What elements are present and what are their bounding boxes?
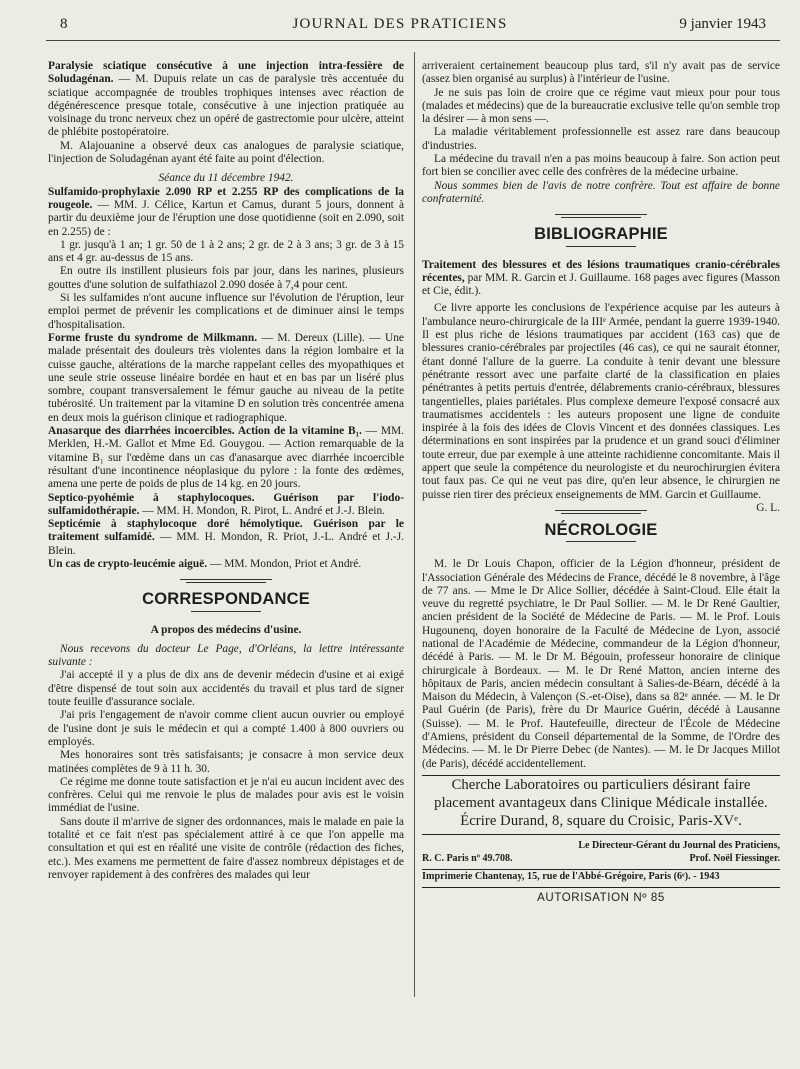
issue-date: 9 janvier 1943 [679, 16, 766, 32]
paragraph: 1 gr. jusqu'à 1 an; 1 gr. 50 de 1 à 2 ans; 2 gr. de 2 à 3 ans; 3 gr. de 3 à 15 ans et 4 gr. au-dessus de 15 ans. [48, 238, 404, 265]
right-column [422, 60, 780, 906]
necrology-text: M. le Dr Louis Chapon, officier de la Légion d'honneur, président de l'Association Générale des Médecins de France, décédé le 8 novembre, à l'âge de 77 ans. — Mme le Dr Alice Sollier, décédée à Saint-Cloud. Elle était la veuve du regretté psychiatre, le Dr Paul Sollier. — M. le Dr René Gaultier, ancien président de la Société de Médecine de Paris. — M. le Prof. Louis Hugounenq, doyen honoraire de la Faculté de Médecine de Lyon, associé national de l'Académie de Médecine, commandeur de la Légion d'honneur, décédé à Paris. — M. le Dr M. Bégouin, professeur honoraire de clinique chirurgicale à Bordeaux. — M. le Dr René Matton, ancien interne des hôpitaux de Paris, ancien médecin consultant à Salies-de-Béarn, décédé à la Maison du Médecin, à Valençon (S.-et-Oise), dans sa 82ᵉ année. — M. le Dr Paul Guérin (de Paris), frère du Dr Maurice Guérin, décédé à Lausanne (Suisse). — M. le Prof. Hautefeuille, directeur de l'École de Médecine d'Amiens, président du Conseil départemental de la Somme, de l'Ordre des Médecins. — M. le Dr Pierre Debec (de Nantes). — M. le Dr Jacques Millot (de Paris), décédé accidentellement. [422, 558, 780, 770]
article-text: — M. Dupuis relate un cas de paralysie très accentuée du sciatique accompagnée de troubles trophiques intenses avec réaction de dégénérescence presque totale, consécutive à une injection pratiquée au voisinage du tronc nerveux chez un opéré de gastrectomie pour ulcère, atteint de phlébite postopératoire. [48, 73, 404, 139]
correspondance-intro: Nous recevons du docteur Le Page, d'Orléans, la lettre intéressante suivante : [48, 642, 404, 669]
review-signature: G. L. [756, 501, 780, 514]
journal-title: JOURNAL DES PRATICIENS [292, 16, 508, 32]
article-text: — M. Dereux (Lille). — Une malade présentait des douleurs très violentes dans la région lombaire et la cuisse gauche, altérations de la marche rappelant celles des myopathiques et une seule strie osseuse linéaire bordée en haut et en bas par un liséré plus sombre, coupant transversalement le fémur gauche au niveau de la petite tubérosité. Un traitement par la vitamine D en solution très concentrée amena en deux mois la guérison clinique et radiographique. [48, 331, 404, 424]
book-details: par MM. R. Garcin et J. Guillaume. 168 pages avec figures (Masson et Cie, édit.). [422, 271, 780, 298]
correspondance-subtitle: A propos des médecins d'usine. [150, 623, 302, 636]
paragraph: Si les sulfamides n'ont aucune influence sur l'évolution de l'éruption, leur emploi permet de prévenir les complications et de diminuer ainsi le temps d'hospitalisation. [48, 292, 404, 331]
paragraph: Sans doute il m'arrive de signer des ordonnances, mais le malade en paie la totalité et ce fait n'est pas spécialement attiré à ce que l'on appelle ma consultation et qui est en réalité une visite de contrôle (rédaction des fiches, etc.). Mes examens me permettent de faire d'assez nombreux dépistages et de renvoyer rapidement à des confrères des malades qui leur [48, 815, 404, 881]
ad-line: placement avantageux dans Clinique Médicale installée. [434, 794, 768, 811]
article-text: — MM. Merklen, H.-M. Gallot et Mme Ed. Gouygou. — Action remarquable de la vitamine B₁ sur l'œdème dans un cas d'anasarque avec diarrhée incoercible résultant d'une incontinence néoplasique du pylore : la fonte des œdèmes, amena une perte de poids de plus de 14 kg. en 20 jours. [48, 425, 404, 491]
section-underline [566, 246, 636, 253]
authorisation-number: AUTORISATION Nº 85 [537, 892, 665, 905]
article-text: — MM. H. Mondon, R. Priot, J.-L. André et J.-J. Blein. [48, 531, 405, 557]
seance-date: Séance du 11 décembre 1942. [158, 172, 294, 185]
section-underline [566, 541, 636, 548]
paragraph: Mes honoraires sont très satisfaisants; je consacre à mon service deux matinées complètes de 9 à 11 h. 30. [48, 749, 404, 775]
paragraph: La médecine du travail n'en a pas moins beaucoup à faire. Son action peut fort bien se concilier avec celle des confrères de la médecine urbaine. [422, 153, 780, 179]
book-review: Ce livre apporte les conclusions de l'expérience acquise par les auteurs à l'ambulance neuro-chirurgicale de la IIIᵉ Armée, pendant la guerre 1939-1940. Il est plus riche de lésions traumatiques par accident (163 cas) que de blessures cranio-cérébrales par projectiles (46 cas), ce qui ne saurait étonner, étant donné l'allure de la guerre. La conduite à tenir devant une blessure pénétrante ressort avec une parfaite clarté de la classification en plaies pénétrantes à petits pertuis d'entrée, délabrements cranio-cérébraux, blessures tangentielles, plaies pariétales. Plus complexe demeure l'exposé consacré aux traumatismes accidentels : les auteurs proposent une ligne de conduite inspirée à la fois des idées de Clovis Vincent et des données classiques. Les déterminations en sont inspirées par la prudence et un grand souci d'éliminer toute erreur, due par exemple à une atteinte rachidienne concomitante. Mais il appert que seule la compétence du neurologiste et du neurochirurgien évitera tout faux pas. Ce qui ne veut pas dire, qu'en leur absence, le chirurgien ne puisse rien tirer des précieux enseignements de MM. Garcin et Guillaume. G. L. [422, 302, 780, 514]
article-text: — MM. Mondon, Priot et André. [207, 557, 362, 570]
book-entry [422, 259, 780, 299]
page-header [0, 0, 800, 44]
article-anasarque [48, 425, 404, 491]
editor-note: Nous sommes bien de l'avis de notre confrère. Tout est affaire de bonne confraternité. [422, 179, 780, 205]
book-title: Traitement des blessures et des lésions traumatiques cranio-cérébrales récentes, [422, 258, 780, 284]
section-title-necrologie: NÉCROLOGIE [544, 520, 658, 539]
article-title: Septicémie à staphylocoque doré hémolytique. Guérison par le traitement sulfamidé. [48, 518, 404, 544]
rc-number: R. C. Paris nº 49.708. [422, 852, 513, 864]
article-title: Forme fruste du syndrome de Milkmann. [48, 331, 258, 344]
classified-ad [422, 776, 780, 830]
ad-line: Écrire Durand, 8, square du Croisic, Paris-XVᵉ. [460, 812, 742, 829]
header-rule [46, 40, 780, 41]
section-ornament [555, 212, 647, 222]
ad-line: Cherche Laboratoires ou particuliers désirant faire [451, 776, 751, 793]
section-title-correspondance: CORRESPONDANCE [142, 590, 310, 609]
article-septicemie [48, 518, 404, 558]
article-septico [48, 492, 404, 519]
left-column [48, 60, 404, 882]
section-title-bibliographie: BIBLIOGRAPHIE [534, 225, 668, 244]
director-line: Le Directeur-Gérant du Journal des Praticiens, [578, 839, 780, 851]
article-title: Paralysie sciatique consécutive à une injection intra-fessière de Soludagénan. [48, 60, 404, 86]
article-milkmann [48, 332, 404, 425]
director-name: Prof. Noël Fiessinger. [689, 852, 780, 864]
paragraph: En outre ils instillent plusieurs fois par jour, dans les narines, plusieurs gouttes d'une solution de sulfathiazol 2.090 dosée à 7,4 pour cent. [48, 265, 404, 291]
section-ornament [180, 577, 272, 587]
article-paralysie [48, 60, 404, 140]
paragraph: M. Alajouanine a observé deux cas analogues de paralysie sciatique, l'injection de Soludagénan ayant été faite au point d'élection. [48, 139, 404, 166]
paragraph: La maladie véritablement professionnelle est assez rare dans beaucoup d'industries. [422, 126, 780, 152]
paragraph: Je ne suis pas loin de croire que ce régime vaut mieux pour pour tous (malades et médecins) que de la bureaucratie exclusive telle qu'on semble trop la désirer — à mon sens —. [422, 86, 780, 126]
page-number: 8 [60, 16, 68, 32]
printer-imprint: Imprimerie Chantenay, 15, rue de l'Abbé-Grégoire, Paris (6ᵉ). - 1943 [422, 870, 720, 882]
article-title: Un cas de crypto-leucémie aiguë. [48, 557, 208, 570]
article-leucemie [48, 558, 404, 571]
paragraph: arriveraient certainement beaucoup plus tard, s'il n'y avait pas de service (assez bien organisé au surplus) à l'intérieur de l'usine. [422, 60, 780, 86]
article-title: Anasarque des diarrhées incoercibles. Action de la vitamine B₁. [48, 425, 362, 438]
section-underline [191, 611, 261, 618]
article-title: Septico-pyohémie à staphylocoques. Guérison par l'iodo-sulfamidothérapie. [48, 491, 404, 517]
article-title: Sulfamido-prophylaxie 2.090 RP et 2.255 RP des complications de la rougeole. [48, 185, 404, 211]
article-sulfamido [48, 186, 404, 239]
colophon [422, 839, 780, 865]
article-text: — MM. H. Mondon, R. Pirot, L. André et J.-J. Blein. [139, 504, 385, 517]
paragraph: J'ai pris l'engagement de n'avoir comme client aucun ouvrier ou employé de l'usine dont je suis le médecin et qui a compté 1.400 à 800 ouvriers ou employés. [48, 709, 404, 748]
paragraph: Ce régime me donne toute satisfaction et je n'ai eu aucun incident avec des confrères. Celui qui me renvoie le plus de malades pour avis est le voisin immédiat de l'usine. [48, 775, 404, 815]
column-divider [414, 52, 415, 997]
paragraph: J'ai accepté il y a plus de dix ans de devenir médecin d'usine et ai exigé d'être dispensé de tout soin aux accidentés du travail et plus tard de signer toute feuille d'assurance sociale. [48, 669, 404, 709]
article-text: — MM. J. Célice, Kartun et Camus, durant 5 jours, donnent à partir du deuxième jour de l'éruption une dose quotidienne (soit en 2.090, soit en 2.255) de : [48, 198, 404, 238]
section-ornament [555, 508, 647, 518]
